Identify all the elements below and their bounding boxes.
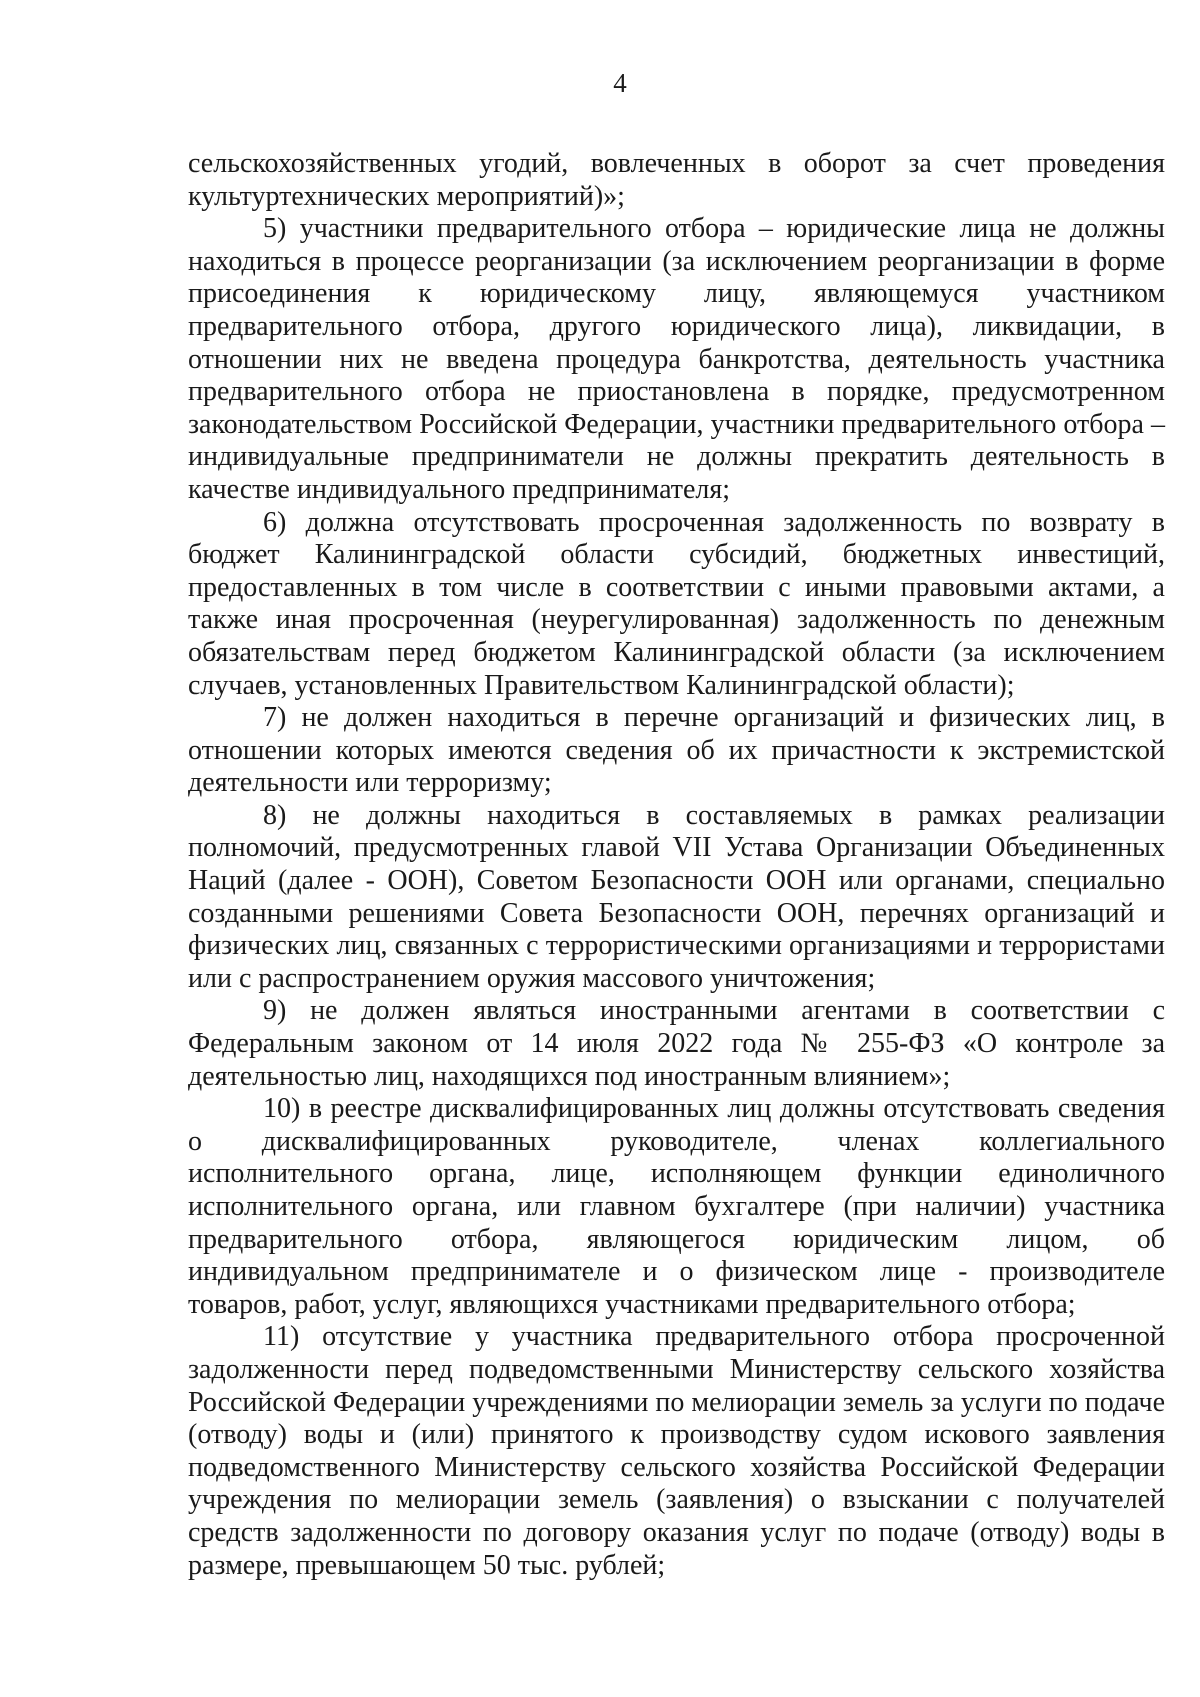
- paragraph-continuation: сельскохозяйственных угодий, вовлеченных в оборот за счет проведения культуртехнических мероприятий)»;: [188, 148, 1165, 212]
- paragraph-item-6: 6) должна отсутствовать просроченная задолженность по возврату в бюджет Калининградской области субсидий, бюджетных инвестиций, предоставленных в том числе в соответствии с иными правовыми актами, а также иная просроченная (неурегулированная) задолженность по денежным обязательствам перед бюджетом Калининградской области (за исключением случаев, установленных Правительством Калининградской области);: [188, 506, 1165, 701]
- paragraph-item-10: 10) в реестре дисквалифицированных лиц должны отсутствовать сведения о дисквалифицированных руководителе, членах коллегиального исполнительного органа, лице, исполняющем функции единоличного исполнительного органа, или главном бухгалтере (при наличии) участника предварительного отбора, являющегося юридическим лицом, об индивидуальном предпринимателе и о физическом лице - производителе товаров, работ, услуг, являющихся участниками предварительного отбора;: [188, 1093, 1165, 1320]
- paragraph-item-11: 11) отсутствие у участника предварительного отбора просроченной задолженности перед подведомственными Министерству сельского хозяйства Российской Федерации учреждениями по мелиорации земель за услуги по подаче (отводу) воды и (или) принятого к производству судом искового заявления подведомственного Министерству сельского хозяйства Российской Федерации учреждения по мелиорации земель (заявления) о взыскании с получателей средств задолженности по договору оказания услуг по подаче (отводу) воды в размере, превышающем 50 тыс. рублей;: [188, 1321, 1165, 1581]
- paragraph-item-7: 7) не должен находиться в перечне организаций и физических лиц, в отношении которых имеются сведения об их причастности к экстремистской деятельности или терроризму;: [188, 702, 1165, 799]
- paragraph-item-5: 5) участники предварительного отбора – юридические лица не должны находиться в процессе реорганизации (за исключением реорганизации в форме присоединения к юридическому лицу, являющемуся участником предварительного отбора, другого юридического лица), ликвидации, в отношении них не введена процедура банкротства, деятельность участника предварительного отбора не приостановлена в порядке, предусмотренном законодательством Российской Федерации, участники предварительного отбора – индивидуальные предприниматели не должны прекратить деятельность в качестве индивидуального предпринимателя;: [188, 213, 1165, 505]
- paragraph-item-9: 9) не должен являться иностранными агентами в соответствии с Федеральным законом от 14 июля 2022 года № 255-ФЗ «О контроле за деятельностью лиц, находящихся под иностранным влиянием»;: [188, 995, 1165, 1092]
- paragraph-item-8: 8) не должны находиться в составляемых в рамках реализации полномочий, предусмотренных главой VII Устава Организации Объединенных Наций (далее - ООН), Советом Безопасности ООН или органами, специально созданными решениями Совета Безопасности ООН, перечнях организаций и физических лиц, связанных с террористическими организациями и террористами или с распространением оружия массового уничтожения;: [188, 799, 1165, 994]
- document-body: [188, 148, 1165, 1582]
- page-number: 4: [613, 68, 627, 98]
